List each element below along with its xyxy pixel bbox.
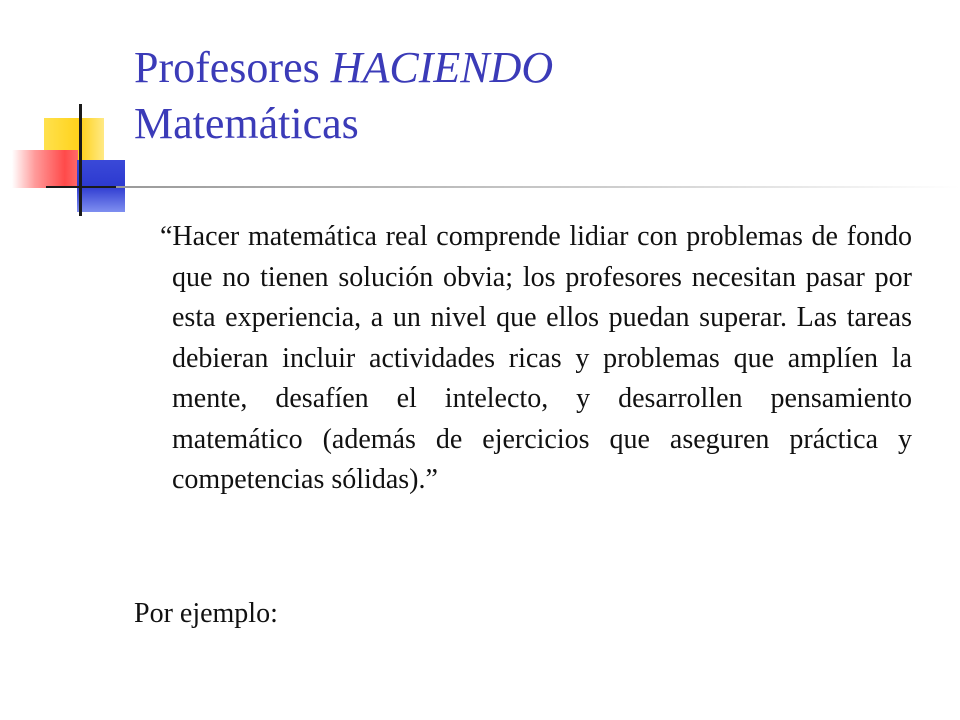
- slide-title: [134, 40, 934, 152]
- title-part1: Profesores: [134, 43, 331, 92]
- title-emphasis: HACIENDO: [330, 43, 554, 92]
- vertical-line-decoration: [79, 104, 82, 216]
- quote-paragraph: “Hacer matemática real comprende lidiar con problemas de fondo que no tienen solución obvia; los profesores necesitan pasar por esta experiencia, a un nivel que ellos puedan superar. Las tareas debieran incluir actividades ricas y problemas que amplíen la mente, desafíen el intelecto, y desarrollen pensamiento matemático (además de ejercicios que aseguren práctica y competencias sólidas).”: [160, 221, 912, 495]
- example-label: Por ejemplo:: [134, 598, 278, 629]
- red-bar-decoration: [12, 150, 78, 188]
- title-part2: Matemáticas: [134, 99, 359, 148]
- title-underline: [116, 186, 960, 188]
- horizontal-line-decoration: [46, 186, 116, 188]
